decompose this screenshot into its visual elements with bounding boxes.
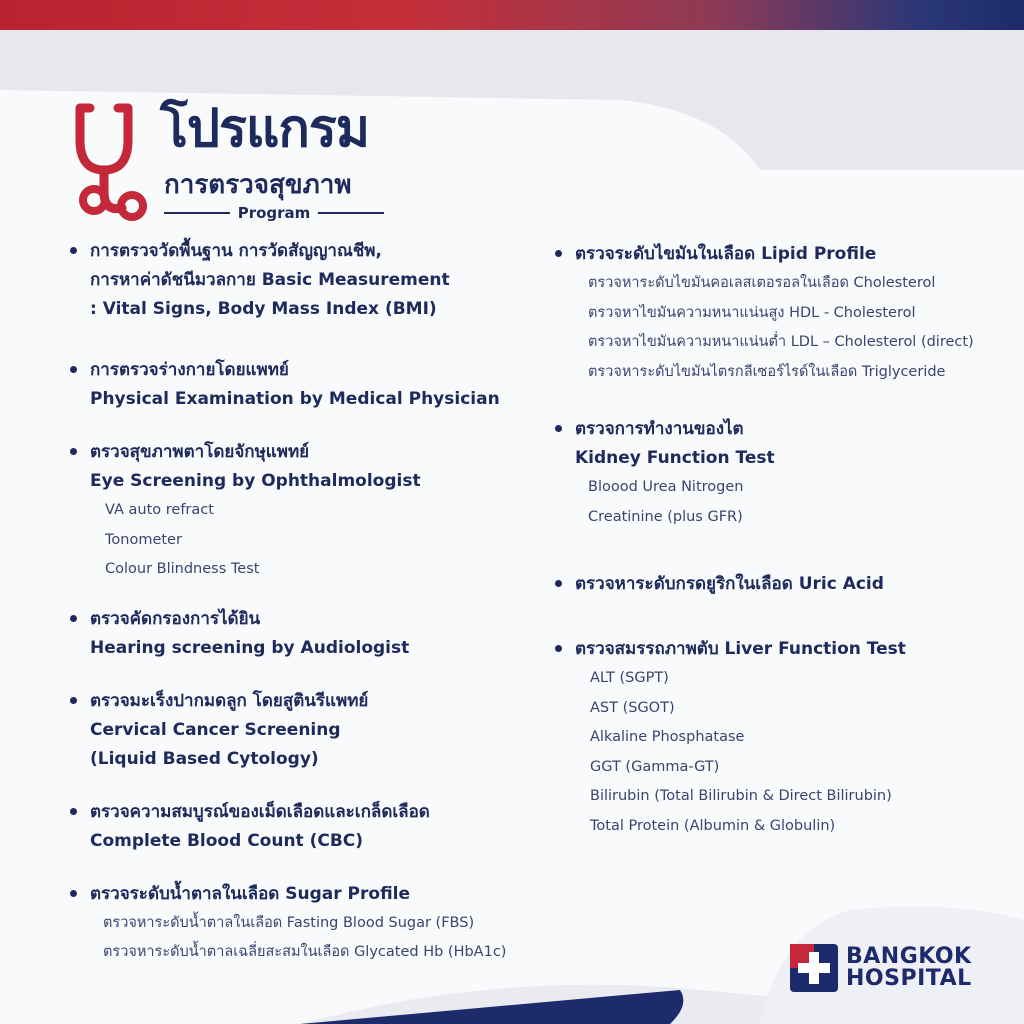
sub-item: VA auto refract [105,502,214,518]
sub-item: ตรวจหาระดับไขมันคอเลสเตอรอลในเลือด Cholesterol [588,275,936,291]
bullet-icon [555,250,562,257]
sub-item: Alkaline Phosphatase [590,729,745,745]
item-line: ตรวจคัดกรองการได้ยิน [90,608,261,629]
bullet-icon [70,697,77,704]
divider-left [164,212,230,214]
sub-item: ตรวจหาไขมันความหนาแน่นต่ำ LDL – Cholesterol (direct) [588,334,974,350]
checkup-item-eye [70,438,540,585]
item-line: การหาค่าดัชนีมวลกาย Basic Measurement [90,270,450,290]
right-column [555,240,1005,841]
item-line: ตรวจหาระดับกรดยูริกในเลือด Uric Acid [575,574,884,594]
bangkok-hospital-logo-icon [790,944,838,992]
divider-right [318,212,384,214]
sub-item: Creatinine (plus GFR) [588,508,743,525]
bullet-icon [555,580,562,587]
bullet-icon [70,615,77,622]
checkup-item-liver [555,635,1005,841]
sub-item: GGT (Gamma-GT) [590,758,720,775]
left-column [70,237,540,968]
brand-line-1: BANGKOK [846,944,972,969]
sub-item: Bloood Urea Nitrogen [588,479,744,495]
checkup-item-cervical [70,687,540,774]
checkup-item-uric [555,570,1005,599]
sub-item: ตรวจหาระดับไขมันไตรกลีเซอร์ไรด์ในเลือด Triglyceride [588,363,946,380]
program-header [72,100,412,230]
program-label: Program [237,204,311,222]
brand-line-2: HOSPITAL [846,966,972,991]
item-line: Hearing screening by Audiologist [90,637,410,658]
sub-item: Tonometer [105,531,182,548]
item-line: Cervical Cancer Screening [90,719,341,740]
bullet-icon [70,366,77,373]
sub-item: ตรวจหาระดับน้ำตาลเฉลี่ยสะสมในเลือด Glycated Hb (HbA1c) [103,944,507,960]
item-line: Physical Examination by Medical Physician [90,389,500,409]
checkup-item-sugar [70,880,540,968]
sub-item: ตรวจหาระดับน้ำตาลในเลือด Fasting Blood Sugar (FBS) [103,914,475,931]
bullet-icon [70,247,77,254]
checkup-item-physical [70,356,540,414]
checkup-item-cbc [70,798,540,856]
item-line: ตรวจระดับไขมันในเลือด Lipid Profile [575,244,877,264]
item-line: : Vital Signs, Body Mass Index (BMI) [90,299,437,319]
program-label-row [164,204,384,222]
sub-item: Bilirubin (Total Bilirubin & Direct Bilirubin) [590,788,892,804]
item-line: (Liquid Based Cytology) [90,748,319,769]
bullet-icon [70,448,77,455]
program-subtitle: การตรวจสุขภาพ [164,170,352,200]
item-line: ตรวจระดับน้ำตาลในเลือด Sugar Profile [90,883,411,904]
item-line: ตรวจสุขภาพตาโดยจักษุแพทย์ [90,442,310,462]
bullet-icon [555,425,562,432]
bangkok-hospital-brand [790,944,972,992]
checkup-item-kidney [555,415,1005,532]
bullet-icon [555,645,562,652]
top-gradient-bar [0,0,1024,30]
sub-item: AST (SGOT) [590,699,675,716]
checkup-item-basic [70,237,540,324]
sub-item: Colour Blindness Test [105,561,260,577]
brand-name [846,946,972,990]
item-line: Eye Screening by Ophthalmologist [90,471,421,491]
item-line: ตรวจมะเร็งปากมดลูก โดยสูตินรีแพทย์ [90,690,369,711]
bullet-icon [70,890,77,897]
checkup-item-lipid [555,240,1005,387]
item-line: ตรวจสมรรถภาพตับ Liver Function Test [575,639,906,659]
sub-item: ALT (SGPT) [590,670,669,686]
item-line: ตรวจความสมบูรณ์ของเม็ดเลือดและเกล็ดเลือด [90,801,430,822]
item-line: Complete Blood Count (CBC) [90,830,364,851]
sub-item: ตรวจหาไขมันความหนาแน่นสูง HDL - Cholesterol [588,304,916,321]
item-line: การตรวจวัดพื้นฐาน การวัดสัญญาณชีพ, [90,241,382,261]
checkup-item-hearing [70,605,540,663]
bullet-icon [70,808,77,815]
program-title: โปรแกรม [160,99,370,159]
stethoscope-icon [72,100,156,225]
sub-item: Total Protein (Albumin & Globulin) [590,817,836,834]
item-line: Kidney Function Test [575,448,775,468]
item-line: การตรวจร่างกายโดยแพทย์ [90,360,289,380]
item-line: ตรวจการทำงานของไต [575,419,744,439]
